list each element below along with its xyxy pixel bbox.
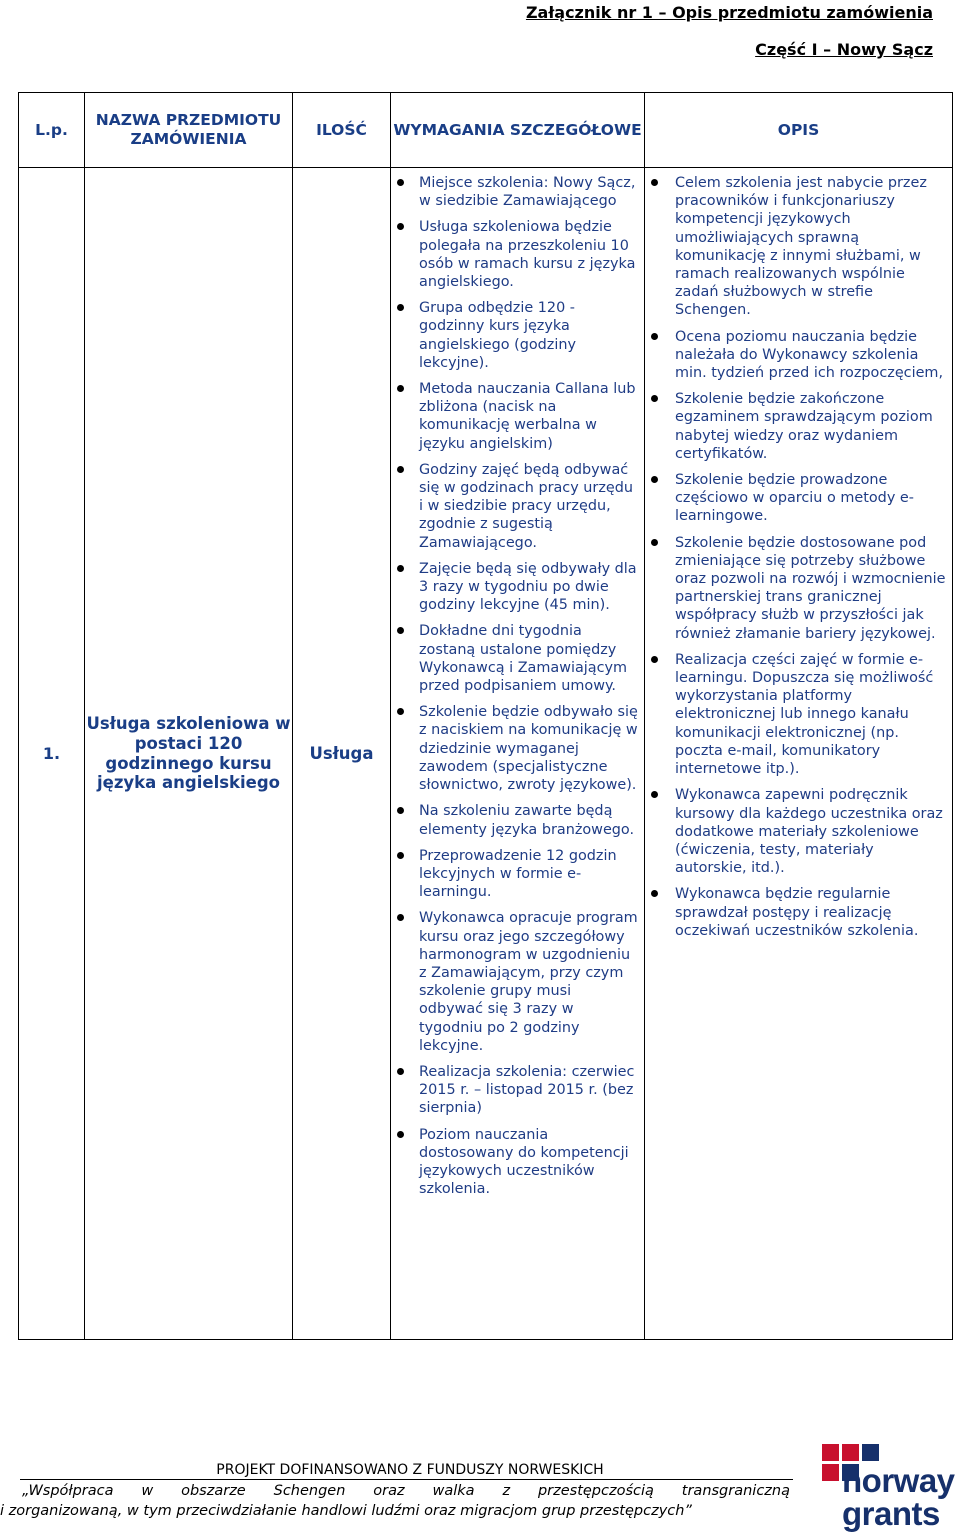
table-row (19, 168, 953, 1340)
footer-word: w (141, 1483, 154, 1499)
footer-word: Schengen (273, 1483, 346, 1499)
list-item: Wykonawca będzie regularnie sprawdzał postępy i realizację oczekiwań uczestników szkolenia. (645, 885, 946, 940)
requirements-cell (391, 168, 645, 1340)
footer-word: transgraniczną (681, 1483, 790, 1499)
list-item: Szkolenie będzie odbywało się z naciskiem na komunikację w dziedzinie wymaganej zawodem (specjalistyczne słownictwo, zwroty językowe). (391, 703, 638, 794)
list-item: Usługa szkoleniowa będzie polegała na przeszkoleniu 10 osób w ramach kursu z języka angielskiego. (391, 218, 638, 291)
list-item: Realizacja części zajęć w formie e-learningu. Dopuszcza się możliwość wykorzystania platformy elektronicznej lub innego kanału komunikacji elektronicznej (np. poczta e-mail, komunikatory internetowe itp.). (645, 651, 946, 778)
footer-word: oraz (373, 1483, 405, 1499)
footer-project-line2: i zorganizowaną, w tym przeciwdziałanie handlowi ludźmi oraz migracjom grup przestępczych” (0, 1503, 692, 1519)
item-name: Usługa szkoleniowa w postaci 120 godzinnego kursu języka angielskiego (85, 168, 293, 1340)
list-item: Poziom nauczania dostosowany do kompetencji językowych uczestników szkolenia. (391, 1126, 638, 1199)
item-quantity: Usługa (293, 168, 391, 1340)
logo-word-norway: norway (842, 1462, 955, 1499)
footer-word: „Współpraca (22, 1483, 114, 1499)
footer-divider (20, 1479, 793, 1480)
list-item: Dokładne dni tygodnia zostaną ustalone pomiędzy Wykonawcą i Zamawiającym przed podpisaniem umowy. (391, 622, 638, 695)
footer-word: z (502, 1483, 511, 1499)
list-item: Wykonawca opracuje program kursu oraz jego szczegółowy harmonogram w uzgodnieniu z Zamawiającym, przy czym szkolenie grupy musi odbywać się 3 razy w tygodniu po 2 godziny lekcyjne. (391, 909, 638, 1055)
table-header-row (19, 93, 953, 168)
header-qty: ILOŚĆ (293, 93, 391, 168)
list-item: Szkolenie będzie zakończone egzaminem sprawdzającym poziom nabytej wiedzy oraz wydaniem certyfikatów. (645, 390, 946, 463)
list-item: Grupa odbędzie 120 - godzinny kurs języka angielskiego (godziny lekcyjne). (391, 299, 638, 372)
footer-word: walka (432, 1483, 475, 1499)
list-item: Ocena poziomu nauczania będzie należała do Wykonawcy szkolenia min. tydzień przed ich rozpoczęciem, (645, 328, 946, 383)
footer-word: przestępczością (537, 1483, 654, 1499)
footer-project-line1 (22, 1483, 790, 1499)
list-item: Szkolenie będzie dostosowane pod zmieniające się potrzeby służbowe oraz pozwoli na rozwój i wzmocnienie partnerskiej trans granicznej współpracy służb w przyszłości jak również złamanie bariery językowej. (645, 534, 946, 643)
part-title: Część I – Nowy Sącz (755, 40, 933, 59)
description-cell (645, 168, 953, 1340)
list-item: Realizacja szkolenia: czerwiec 2015 r. – listopad 2015 r. (bez sierpnia) (391, 1063, 638, 1118)
footer-word: obszarze (181, 1483, 246, 1499)
list-item: Godziny zajęć będą odbywać się w godzinach pracy urzędu i w siedzibie pracy urzędu, zgodnie z sugestią Zamawiającego. (391, 461, 638, 552)
requirements-list (391, 168, 644, 1198)
footer-project-title: PROJEKT DOFINANSOWANO Z FUNDUSZY NORWESKICH (216, 1462, 604, 1478)
header-lp: L.p. (19, 93, 85, 168)
specification-table (18, 92, 953, 1340)
list-item: Zajęcie będą się odbywały dla 3 razy w tygodniu po dwie godziny lekcyjne (45 min). (391, 560, 638, 615)
list-item: Miejsce szkolenia: Nowy Sącz, w siedzibie Zamawiającego (391, 174, 638, 210)
row-number: 1. (19, 168, 85, 1340)
list-item: Metoda nauczania Callana lub zbliżona (nacisk na komunikację werbalna w języku angielskim) (391, 380, 638, 453)
list-item: Celem szkolenia jest nabycie przez pracowników i funkcjonariuszy kompetencji językowych umożliwiających sprawną komunikację z innymi służbami, w ramach realizowanych wspólnie zadań służbowych w strefie Schengen. (645, 174, 946, 320)
list-item: Na szkoleniu zawarte będą elementy języka branżowego. (391, 802, 638, 838)
header-description: OPIS (645, 93, 953, 168)
description-list (645, 168, 952, 940)
header-name: NAZWA PRZEDMIOTU ZAMÓWIENIA (85, 93, 293, 168)
annex-title: Załącznik nr 1 – Opis przedmiotu zamówienia (525, 3, 933, 22)
list-item: Przeprowadzenie 12 godzin lekcyjnych w formie e-learningu. (391, 847, 638, 902)
list-item: Wykonawca zapewni podręcznik kursowy dla każdego uczestnika oraz dodatkowe materiały szkoleniowe (ćwiczenia, testy, materiały autorskie, itd.). (645, 786, 946, 877)
header-requirements: WYMAGANIA SZCZEGÓŁOWE (391, 93, 645, 168)
logo-word-grants: grants (842, 1495, 940, 1532)
list-item: Szkolenie będzie prowadzone częściowo w oparciu o metody e-learningowe. (645, 471, 946, 526)
